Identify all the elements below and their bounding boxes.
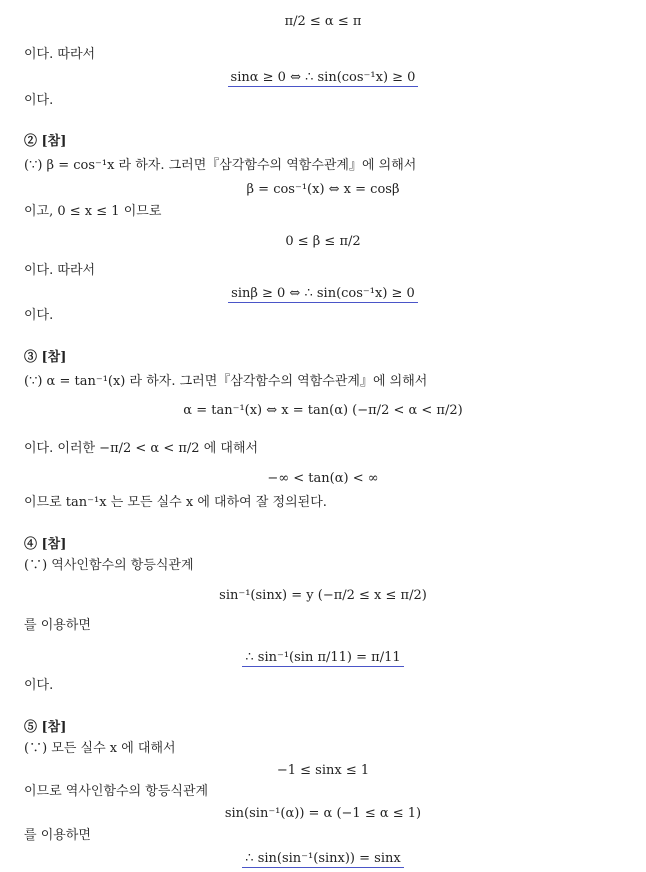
equation-line: −1 ≤ sinx ≤ 1 xyxy=(276,763,370,778)
equation-line-underlined xyxy=(0,851,646,867)
section-heading: ② [참] xyxy=(24,134,67,149)
text-line: 를 이용하면 xyxy=(24,618,91,633)
section-heading: ⑤ [참] xyxy=(24,720,67,735)
equation-line: sin(sin⁻¹(α)) = α (−1 ≤ α ≤ 1) xyxy=(224,806,422,821)
text-line: 이다. 이러한 −π/2 < α < π/2 에 대해서 xyxy=(24,441,259,456)
text-line: 이다. 따라서 xyxy=(24,263,96,278)
equation-line: 0 ≤ β ≤ π/2 xyxy=(285,234,361,249)
equation-text: ∴ sin⁻¹(sin π/11) = π/11 xyxy=(242,650,403,667)
text-line: 이다. xyxy=(24,678,54,693)
text-line: (∵) 역사인함수의 항등식관계 xyxy=(24,558,194,573)
equation-text: sinβ ≥ 0 ⇔ ∴ sin(cos⁻¹x) ≥ 0 xyxy=(228,286,418,303)
text-line: 이고, 0 ≤ x ≤ 1 이므로 xyxy=(24,204,162,219)
equation-text: sinα ≥ 0 ⇔ ∴ sin(cos⁻¹x) ≥ 0 xyxy=(228,70,419,87)
section-heading: ④ [참] xyxy=(24,537,67,552)
text-line: 이다. 따라서 xyxy=(24,47,96,62)
text-line: 이므로 tan⁻¹x 는 모든 실수 x 에 대하여 잘 정의된다. xyxy=(24,495,327,510)
equation-line-underlined xyxy=(0,70,646,86)
text-line: 이다. xyxy=(24,93,54,108)
text-line: (∵) 모든 실수 x 에 대해서 xyxy=(24,741,176,756)
text-line: (∵) α = tan⁻¹(x) 라 하자. 그러면『삼각함수의 역함수관계』에 의해서 xyxy=(24,374,428,389)
equation-line: β = cos⁻¹(x) ⇔ x = cosβ xyxy=(246,182,400,197)
equation-line: π/2 ≤ α ≤ π xyxy=(284,14,362,29)
text-line: 이므로 역사인함수의 항등식관계 xyxy=(24,784,209,799)
text-line: 이다. xyxy=(24,308,54,323)
equation-line: α = tan⁻¹(x) ⇔ x = tan(α) (−π/2 < α < π/2) xyxy=(183,403,463,418)
text-line: 를 이용하면 xyxy=(24,828,91,843)
equation-text: ∴ sin(sin⁻¹(sinx)) = sinx xyxy=(242,851,403,868)
section-heading: ③ [참] xyxy=(24,350,67,365)
equation-line: sin⁻¹(sinx) = y (−π/2 ≤ x ≤ π/2) xyxy=(219,588,427,603)
equation-line-underlined xyxy=(0,650,646,666)
equation-line-underlined xyxy=(0,286,646,302)
equation-line: −∞ < tan(α) < ∞ xyxy=(267,471,379,486)
text-line: (∵) β = cos⁻¹x 라 하자. 그러면『삼각함수의 역함수관계』에 의해서 xyxy=(24,158,417,173)
